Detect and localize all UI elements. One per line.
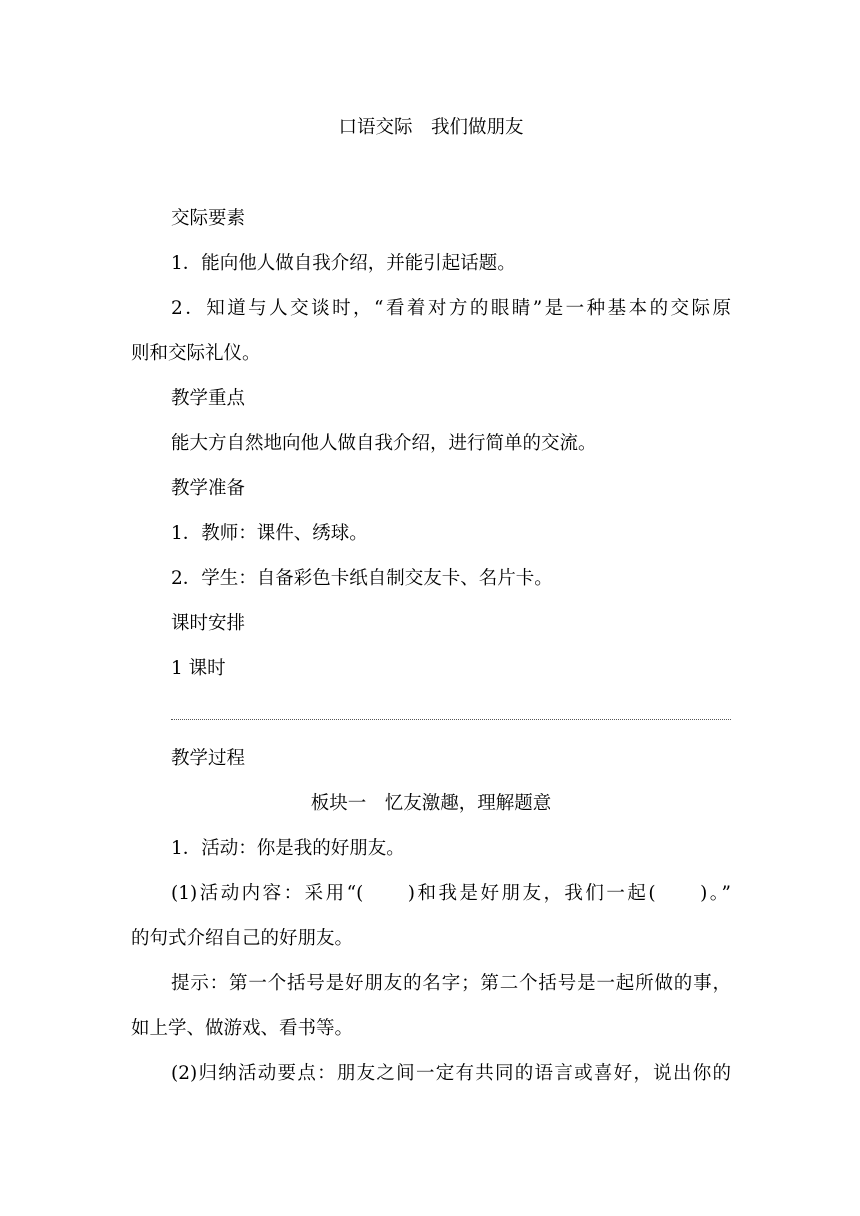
- section-heading-schedule: 课时安排: [171, 613, 246, 634]
- section-heading-process: 教学过程: [171, 748, 246, 769]
- section-heading-prep: 教学准备: [171, 478, 246, 499]
- activity-content-line1: (1)活动内容：采用“( )和我是好朋友，我们一起( )。”: [171, 883, 731, 904]
- hint-line2: 如上学、做游戏、看书等。: [131, 1018, 354, 1039]
- section-heading-elements: 交际要素: [171, 208, 246, 229]
- activity-content-line2: 的句式介绍自己的好朋友。: [131, 928, 354, 949]
- section-heading-focus: 教学重点: [171, 388, 246, 409]
- activity-item: 1．活动：你是我的好朋友。: [171, 838, 405, 859]
- prep-item-1: 1．教师：课件、绣球。: [171, 523, 368, 544]
- schedule-text: 1 课时: [171, 658, 226, 679]
- focus-text: 能大方自然地向他人做自我介绍，进行简单的交流。: [171, 433, 597, 454]
- prep-item-2: 2．学生：自备彩色卡纸自制交友卡、名片卡。: [171, 568, 553, 589]
- dotted-divider: [171, 719, 731, 720]
- element-item-1: 1．能向他人做自我介绍，并能引起话题。: [171, 253, 516, 274]
- page-title: 口语交际 我们做朋友: [338, 117, 524, 138]
- module-title: 板块一 忆友激趣，理解题意: [310, 793, 552, 814]
- summary-line1: (2)归纳活动要点：朋友之间一定有共同的语言或喜好，说出你的: [171, 1063, 731, 1084]
- hint-line1: 提示：第一个括号是好朋友的名字；第二个括号是一起所做的事，: [171, 973, 731, 994]
- element-item-2-line1: 2．知道与人交谈时，“看着对方的眼睛”是一种基本的交际原: [171, 298, 731, 319]
- element-item-2-line2: 则和交际礼仪。: [131, 343, 261, 364]
